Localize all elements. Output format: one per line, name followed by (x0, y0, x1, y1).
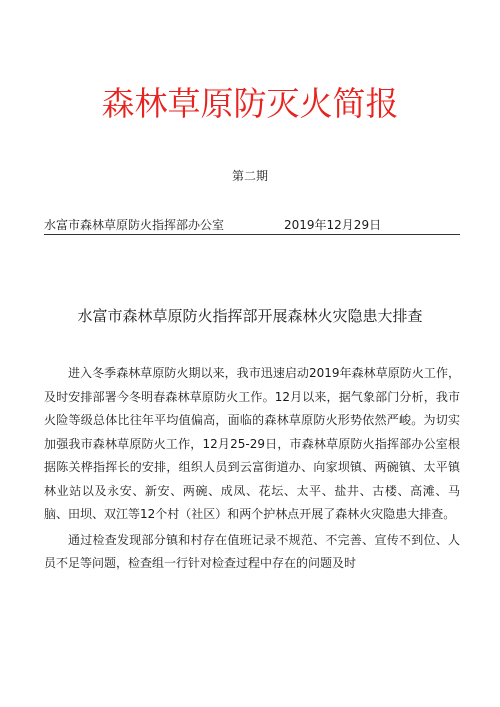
article-body (44, 362, 460, 576)
issuer-name: 水富市森林草原防火指挥部办公室 (44, 218, 225, 232)
body-paragraph: 通过检查发现部分镇和村存在值班记录不规范、不完善、宣传不到位、人员不足等问题，检查组一行针对检查过程中存在的问题及时 (44, 532, 460, 570)
issue-number: 第二期 (231, 169, 268, 183)
body-paragraph: 进入冬季森林草原防火期以来，我市迅速启动2019年森林草原防火工作，及时安排部署今冬明春森林草原防火工作。12月以来，据气象部门分析，我市火险等级总体比往年平均值偏高，面临的森林草原防火形势依然严峻。为切实加强我市森林草原防火工作，12月25-29日，市森林草原防火指挥部办公室根据陈关桦指挥长的安排，组织人员到云富街道办、向家坝镇、两碗镇、太平镇林业站以及永安、新安、两碗、成凤、花坛、太平、盐井、古楼、高滩、马脑、田坝、双江等12个村（社区）和两个护林点开展了森林火灾隐患大排查。 (44, 366, 460, 521)
issuer-date-row (44, 217, 444, 233)
article-headline: 水富市森林草原防火指挥部开展森林火灾隐患大排查 (77, 307, 423, 325)
bulletin-masthead: 森林草原防灭火简报 (101, 84, 399, 123)
issue-date: 2019年12月29日 (284, 218, 382, 232)
header-divider (44, 234, 460, 235)
